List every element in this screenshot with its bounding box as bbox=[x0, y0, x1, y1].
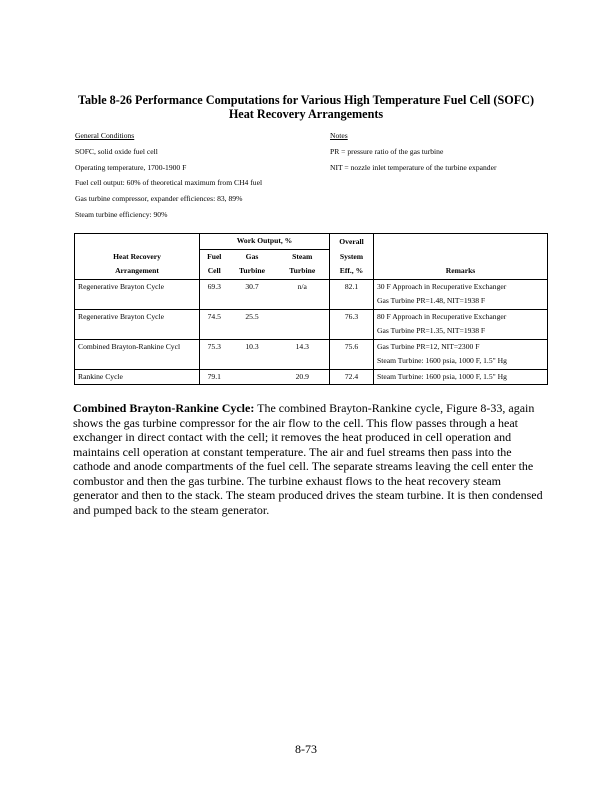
cell-arrangement: Combined Brayton-Rankine Cycl bbox=[78, 341, 181, 351]
cell-remarks: Gas Turbine PR=12, NIT=2300 F Steam Turbine: 1600 psia, 1000 F, 1.5" Hg bbox=[374, 339, 548, 369]
cell-fuel: 69.3 bbox=[200, 279, 229, 309]
header-gas: Gas bbox=[245, 251, 259, 261]
body-paragraph bbox=[73, 401, 543, 517]
notes bbox=[330, 128, 497, 175]
cell-steam: n/a bbox=[297, 281, 307, 291]
cell-gas bbox=[229, 369, 276, 385]
notes-heading: Notes bbox=[330, 131, 348, 140]
paragraph-text: The combined Brayton-Rankine cycle, Figure 8-33, again shows the gas turbine compressor for the air flow to the cell. This flow passes through a heat exchanger in direct contact with the cell; it removes the heat produced in cell operation and maintains cell operation at constant temperature. The air and fuel streams then pass into the cathode and anode compartments of the fuel cell. The separate streams leaving the cell enter the combustor and then the gas turbine. The turbine exhaust flows to the heat recovery steam generator and then to the stack. The steam produced drives the steam turbine. It is then condensed and pumped back to the steam generator. bbox=[73, 401, 543, 517]
header-steam: Steam bbox=[292, 251, 313, 261]
header-efficiency: Overall System Eff., % bbox=[330, 234, 374, 280]
header-steam: Turbine bbox=[289, 266, 316, 275]
cell-remarks: 30 F Approach in Recuperative Exchanger Gas Turbine PR=1.48, NIT=1938 F bbox=[374, 279, 548, 309]
table-row bbox=[75, 309, 548, 339]
title-line: Heat Recovery Arrangements bbox=[228, 107, 384, 121]
header-gas: Turbine bbox=[239, 266, 265, 275]
cell-gas: 10.3 bbox=[245, 341, 259, 351]
cell-eff: 82.1 bbox=[330, 279, 374, 309]
header-work-output: Work Output, % bbox=[200, 234, 330, 250]
cell-gas: 30.7 bbox=[245, 281, 259, 291]
cell-arrangement: Regenerative Brayton Cycle bbox=[78, 281, 165, 291]
cell-steam bbox=[276, 309, 330, 339]
header-fuel: Fuel bbox=[200, 249, 229, 264]
header-arrangement: Heat Recovery Arrangement bbox=[75, 234, 200, 280]
header-fuel: Cell bbox=[200, 264, 229, 279]
cell-steam: 20.9 bbox=[295, 371, 309, 381]
cell-steam: 14.3 bbox=[295, 341, 309, 351]
cell-fuel: 79.1 bbox=[200, 369, 229, 385]
note-item: PR = pressure ratio of the gas turbine bbox=[330, 146, 444, 156]
general-conditions bbox=[75, 128, 262, 223]
condition-item: Operating temperature, 1700-1900 F bbox=[75, 162, 187, 172]
condition-item: SOFC, solid oxide fuel cell bbox=[75, 146, 158, 156]
paragraph-heading: Combined Brayton-Rankine Cycle: bbox=[73, 401, 255, 415]
cell-arrangement: Rankine Cycle bbox=[78, 371, 123, 381]
cell-gas: 25.5 bbox=[245, 311, 259, 321]
cell-fuel: 75.3 bbox=[200, 339, 229, 369]
page-number: 8-73 bbox=[295, 742, 317, 756]
performance-table bbox=[74, 233, 548, 385]
cell-fuel: 74.5 bbox=[200, 309, 229, 339]
general-heading: General Conditions bbox=[75, 131, 135, 140]
table-title bbox=[0, 93, 612, 121]
title-line: Table 8-26 Performance Computations for Various High Temperature Fuel Cell (SOFC) bbox=[77, 93, 535, 107]
condition-item: Steam turbine efficiency: 90% bbox=[75, 209, 168, 219]
cell-arrangement: Regenerative Brayton Cycle bbox=[78, 311, 165, 321]
cell-remarks: 80 F Approach in Recuperative Exchanger Gas Turbine PR=1.35, NIT=1938 F bbox=[374, 309, 548, 339]
condition-item: Fuel cell output: 60% of theoretical maximum from CH4 fuel bbox=[75, 178, 263, 188]
cell-eff: 76.3 bbox=[330, 309, 374, 339]
condition-item: Gas turbine compressor, expander efficiences: 83, 89% bbox=[75, 194, 243, 204]
cell-eff: 75.6 bbox=[330, 339, 374, 369]
note-item: NIT = nozzle inlet temperature of the turbine expander bbox=[330, 162, 497, 172]
cell-eff: 72.4 bbox=[330, 369, 374, 385]
cell-remarks: Steam Turbine: 1600 psia, 1000 F, 1.5" Hg bbox=[374, 369, 548, 385]
table-row bbox=[75, 339, 548, 369]
header-remarks: Remarks bbox=[374, 234, 548, 280]
table-row bbox=[75, 279, 548, 309]
table-row bbox=[75, 369, 548, 385]
